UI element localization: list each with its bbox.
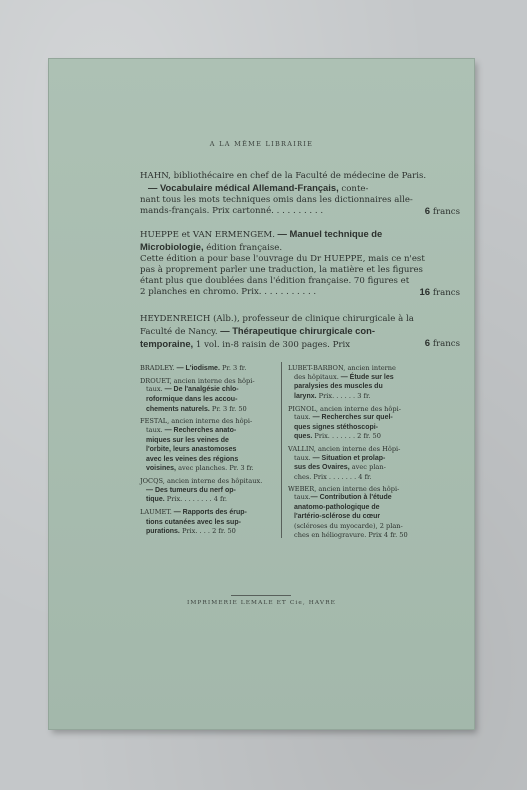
price-text: Prix. . . . . . . 2 fr. 50 [312, 432, 381, 441]
text-line [140, 477, 272, 486]
title-text: ques signes stéthoscopi- [294, 423, 379, 431]
entry-line [288, 423, 420, 433]
printer-footer: IMPRIMERIE LEMALE ET Cie, HAVRE [187, 600, 336, 606]
title-text: miques sur les veines de [146, 436, 229, 444]
entry-line [288, 522, 420, 531]
text-line [146, 445, 272, 455]
entry-line [288, 503, 420, 513]
body-text: taux. [146, 385, 163, 394]
text-line [146, 464, 272, 474]
body-text: des hôpitaux. [294, 372, 339, 381]
title-text: chements naturels. [146, 405, 210, 413]
title-text: — Thérapeutique chirurgicale con- [217, 325, 375, 336]
body-text: HAHN, bibliothécaire en chef de la Faculté de médecine de Paris. [140, 171, 427, 181]
text-line [294, 522, 420, 531]
price-text: avec plan- [349, 463, 386, 472]
entry-line [140, 445, 272, 455]
text-line [288, 364, 420, 373]
price-amount: 16 [419, 287, 431, 298]
body-text: pas à proprement parler une traduction, la matière et les figures [140, 265, 423, 275]
title-text: tions cutanées avec les sup- [146, 518, 241, 526]
body-text: taux. [294, 453, 311, 462]
text-line [140, 254, 460, 265]
entry-line [288, 493, 420, 503]
entry-line [140, 395, 272, 405]
text-line [146, 486, 272, 496]
text-line [294, 512, 420, 522]
listing-line [140, 195, 460, 206]
text-line [146, 426, 272, 436]
title-text: ques. [294, 433, 313, 441]
text-line [294, 423, 420, 433]
entry-line [140, 527, 272, 537]
text-line [294, 493, 420, 503]
body-text: WEBER, ancien interne des hôpi- [288, 484, 400, 493]
text-line [140, 364, 272, 374]
price-amount: 6 [424, 338, 431, 349]
body-text: PIGNOL, ancien interne des hôpi- [288, 404, 401, 413]
entry-line [140, 486, 272, 496]
entry-line [288, 512, 420, 522]
body-text: ches. Prix . . . . . . . 4 fr. [294, 472, 372, 481]
title-text: — Vocabulaire médical Allemand-Français, [148, 182, 339, 193]
entry-line [140, 455, 272, 465]
text-line [140, 508, 272, 518]
text-line [294, 503, 420, 513]
text-line [294, 473, 420, 482]
text-line [140, 182, 460, 195]
body-text: (scléroses du myocarde), 2 plan- [294, 522, 403, 531]
publisher-header: A LA MÊME LIBRAIRIE [209, 140, 314, 148]
line-text [140, 287, 316, 299]
title-text: — Recherches anato- [162, 426, 237, 434]
body-text: LAUMET. [140, 508, 172, 517]
catalog-entry [288, 485, 420, 540]
entry-line [288, 413, 420, 423]
text-line [140, 325, 460, 338]
right-column [288, 364, 420, 542]
text-line [146, 455, 272, 465]
text-line [140, 287, 460, 299]
text-line [146, 436, 272, 446]
entry-line [288, 373, 420, 383]
text-line [140, 206, 460, 218]
title-text: tique. [146, 496, 165, 504]
title-text: purations. [146, 528, 180, 536]
left-column [140, 364, 272, 540]
text-line [140, 171, 460, 182]
entry-line [140, 426, 272, 436]
body-text: nant tous les mots techniques omis dans les dictionnaires alle- [140, 195, 413, 205]
title-text: voisines, [146, 465, 176, 473]
line-text [140, 206, 323, 218]
text-line [140, 417, 272, 426]
text-line [294, 413, 420, 423]
title-text: — Rapports des érup- [171, 509, 247, 517]
body-text: ches en héliogravure. Prix 4 fr. 50 [294, 530, 408, 539]
text-line [140, 377, 272, 386]
listing-line [140, 228, 460, 241]
title-text: — Recherches sur quel- [310, 414, 393, 422]
text-line [294, 392, 420, 402]
footer-rule [231, 595, 291, 596]
title-text: — Des tumeurs du nerf op- [146, 486, 236, 494]
catalog-entry [140, 377, 272, 414]
book-listing [140, 171, 460, 218]
body-text: taux. [294, 493, 311, 502]
title-text: larynx. [294, 392, 317, 400]
title-text: — Manuel technique de [274, 228, 383, 239]
body-text: conte- [338, 184, 369, 194]
entry-line [288, 382, 420, 392]
listing-line [140, 287, 460, 299]
column-divider [281, 362, 282, 538]
title-text: — L'iodisme. [174, 365, 220, 372]
price-text: Prix. . . . 2 fr. 50 [179, 527, 236, 536]
line-text [140, 338, 350, 351]
book-back-cover [49, 59, 474, 729]
text-line [288, 445, 420, 454]
entry-line [288, 485, 420, 494]
body-text: FESTAL, ancien interne des hôpi- [140, 417, 253, 426]
entry-line [140, 464, 272, 474]
text-line [146, 405, 272, 415]
title-text: temporaine, [140, 338, 194, 349]
price [425, 338, 460, 351]
price [425, 206, 460, 218]
text-line [146, 495, 272, 505]
text-line [140, 314, 460, 325]
catalog-entry [140, 417, 272, 474]
catalog-entry [288, 364, 420, 401]
body-text: mands-français. Prix cartonné. . . . . . . . . . [140, 206, 324, 216]
entry-line [140, 364, 272, 374]
text-line [146, 527, 272, 537]
entry-line [140, 377, 272, 386]
title-text: — De l'analgésie chlo- [162, 386, 239, 394]
text-line [294, 531, 420, 540]
listing-line [140, 182, 460, 195]
body-text: HEYDENREICH (Alb.), professeur de clinique chirurgicale à la [140, 314, 414, 324]
text-line [294, 382, 420, 392]
title-text: Microbiologie, [140, 241, 204, 252]
text-line [288, 485, 420, 494]
entry-line [140, 405, 272, 415]
listing-line [140, 314, 460, 325]
body-text: Faculté de Nancy. [140, 327, 218, 337]
price-text: avec planches. Pr. 3 fr. [175, 464, 254, 473]
entry-line [140, 385, 272, 395]
price-text: Prix. . . . . . 3 fr. [316, 391, 371, 400]
price [420, 287, 460, 299]
body-text: HUEPPE et VAN ERMENGEM. [140, 230, 275, 240]
text-line [288, 405, 420, 414]
price-text: Pr. 3 fr. 50 [209, 404, 247, 413]
entry-line [288, 364, 420, 373]
body-text: DROUET, ancien interne des hôpi- [140, 376, 255, 385]
text-line [140, 276, 460, 287]
entry-line [288, 454, 420, 464]
title-text: anatomo-pathologique de [294, 503, 380, 511]
title-text: — Étude sur les [338, 373, 394, 381]
text-line [146, 518, 272, 528]
catalog-entry [140, 508, 272, 537]
price-text: Prix. . . . . . . . 4 fr. [164, 495, 227, 504]
text-line [294, 454, 420, 464]
entry-line [288, 473, 420, 482]
text-line [140, 265, 460, 276]
text-line [146, 395, 272, 405]
listing-line [140, 254, 460, 265]
text-line [146, 385, 272, 395]
entry-line [288, 445, 420, 454]
body-text: LUBET-BARBON, ancien interne [288, 364, 396, 372]
text-line [294, 463, 420, 473]
catalog-entry [288, 445, 420, 481]
price-unit: francs [430, 339, 460, 349]
listing-line [140, 325, 460, 338]
body-text: taux. [294, 413, 311, 422]
title-text: l'orbite, leurs anastomoses [146, 446, 237, 454]
catalog-entry [140, 364, 272, 374]
entry-line [288, 432, 420, 442]
body-text: étant plus que doublées dans l'édition française. 70 figures et [140, 276, 410, 286]
entry-line [288, 531, 420, 540]
price-unit: francs [430, 207, 460, 217]
entry-line [140, 477, 272, 486]
text-line [140, 241, 460, 254]
entry-line [140, 495, 272, 505]
listing-line [140, 171, 460, 182]
book-listing [140, 314, 460, 351]
body-text: JOCQS, ancien interne des hôpitaux. [140, 477, 263, 486]
text-line [140, 228, 460, 241]
entry-line [140, 436, 272, 446]
price-amount: 6 [424, 206, 431, 217]
listing-line [140, 206, 460, 218]
text-line [140, 338, 460, 351]
price-unit: francs [430, 288, 460, 298]
text-line [294, 373, 420, 383]
body-text: BRADLEY. [140, 364, 175, 372]
text-line [140, 195, 460, 206]
title-text: l'artério-sclérose du cœur [294, 513, 381, 521]
catalog-entry [288, 405, 420, 442]
body-text: 2 planches en chromo. Prix. . . . . . . . . . . [140, 287, 317, 297]
title-text: avec les veines des régions [146, 455, 239, 463]
title-text: sus des Ovaires, [294, 464, 350, 472]
body-text: Cette édition a pour base l'ouvrage du Dr HUEPPE, mais ce n'est [140, 254, 425, 264]
title-text: paralysies des muscles du [294, 383, 383, 391]
price-text: Pr. 3 fr. [219, 364, 247, 372]
body-text: taux. [146, 425, 163, 434]
body-text: 1 vol. in-8 raisin de 300 pages. Prix [193, 340, 351, 350]
listing-line [140, 338, 460, 351]
entry-line [288, 463, 420, 473]
body-text: VALLIN, ancien interne des Hôpi- [288, 445, 401, 454]
book-listing [140, 228, 460, 299]
title-text: roformique dans les accou- [146, 395, 238, 403]
entry-line [140, 508, 272, 518]
title-text: — Situation et prolap- [310, 454, 386, 462]
text-line [294, 432, 420, 442]
entry-line [140, 518, 272, 528]
listing-line [140, 241, 460, 254]
catalog-entry [140, 477, 272, 505]
title-text: — Contribution à l'étude [310, 494, 392, 502]
listing-line [140, 276, 460, 287]
entry-line [140, 417, 272, 426]
entry-line [288, 405, 420, 414]
body-text: édition française. [203, 243, 283, 253]
listing-line [140, 265, 460, 276]
entry-line [288, 392, 420, 402]
